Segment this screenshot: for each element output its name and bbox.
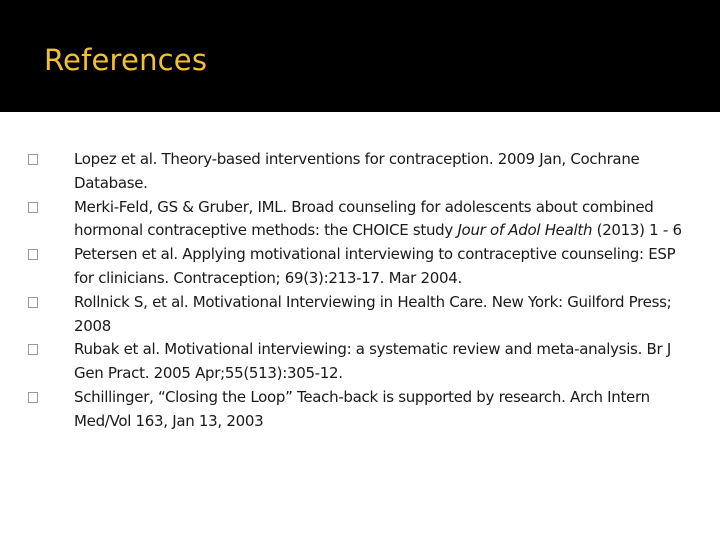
reference-text: Rubak et al. Motivational interviewing: a systematic review and meta-analysis. Br J Gen Pract. 2005 Apr;55(513):305-12.: [74, 340, 671, 383]
reference-text: Merki-Feld, GS & Gruber, IML. Broad counseling for adolescents about combined hormonal contraceptive methods: the CHOICE study: [74, 197, 654, 240]
reference-text: (2013) 1 - 6: [592, 221, 682, 240]
square-bullet-icon: [28, 154, 38, 165]
reference-item: [28, 243, 688, 291]
references-panel: [0, 112, 720, 540]
reference-item: [28, 338, 688, 386]
square-bullet-icon: [28, 344, 38, 355]
reference-text: Lopez et al. Theory-based interventions for contraception. 2009 Jan, Cochrane Database.: [74, 150, 640, 192]
reference-text: Rollnick S, et al. Motivational Interviewing in Health Care. New York: Guilford Press; 2008: [74, 292, 672, 335]
square-bullet-icon: [28, 297, 38, 308]
reference-text: Schillinger, “Closing the Loop” Teach-back is supported by research. Arch Intern Med/Vol 163, Jan 13, 2003: [74, 387, 650, 430]
square-bullet-icon: [28, 249, 38, 260]
reference-item: [28, 291, 688, 339]
reference-item: [28, 386, 688, 434]
reference-item: [28, 148, 688, 196]
slide-title: References: [44, 43, 208, 77]
journal-title: Jour of Adol Health: [457, 221, 593, 240]
square-bullet-icon: [28, 202, 38, 213]
reference-item: [28, 196, 688, 244]
reference-text: Petersen et al. Applying motivational interviewing to contraceptive counseling: ESP for clinicians. Contraception; 69(3):213-17. Mar 2004.: [74, 245, 676, 287]
title-band: [0, 0, 720, 112]
square-bullet-icon: [28, 392, 38, 403]
references-list: [28, 148, 688, 434]
